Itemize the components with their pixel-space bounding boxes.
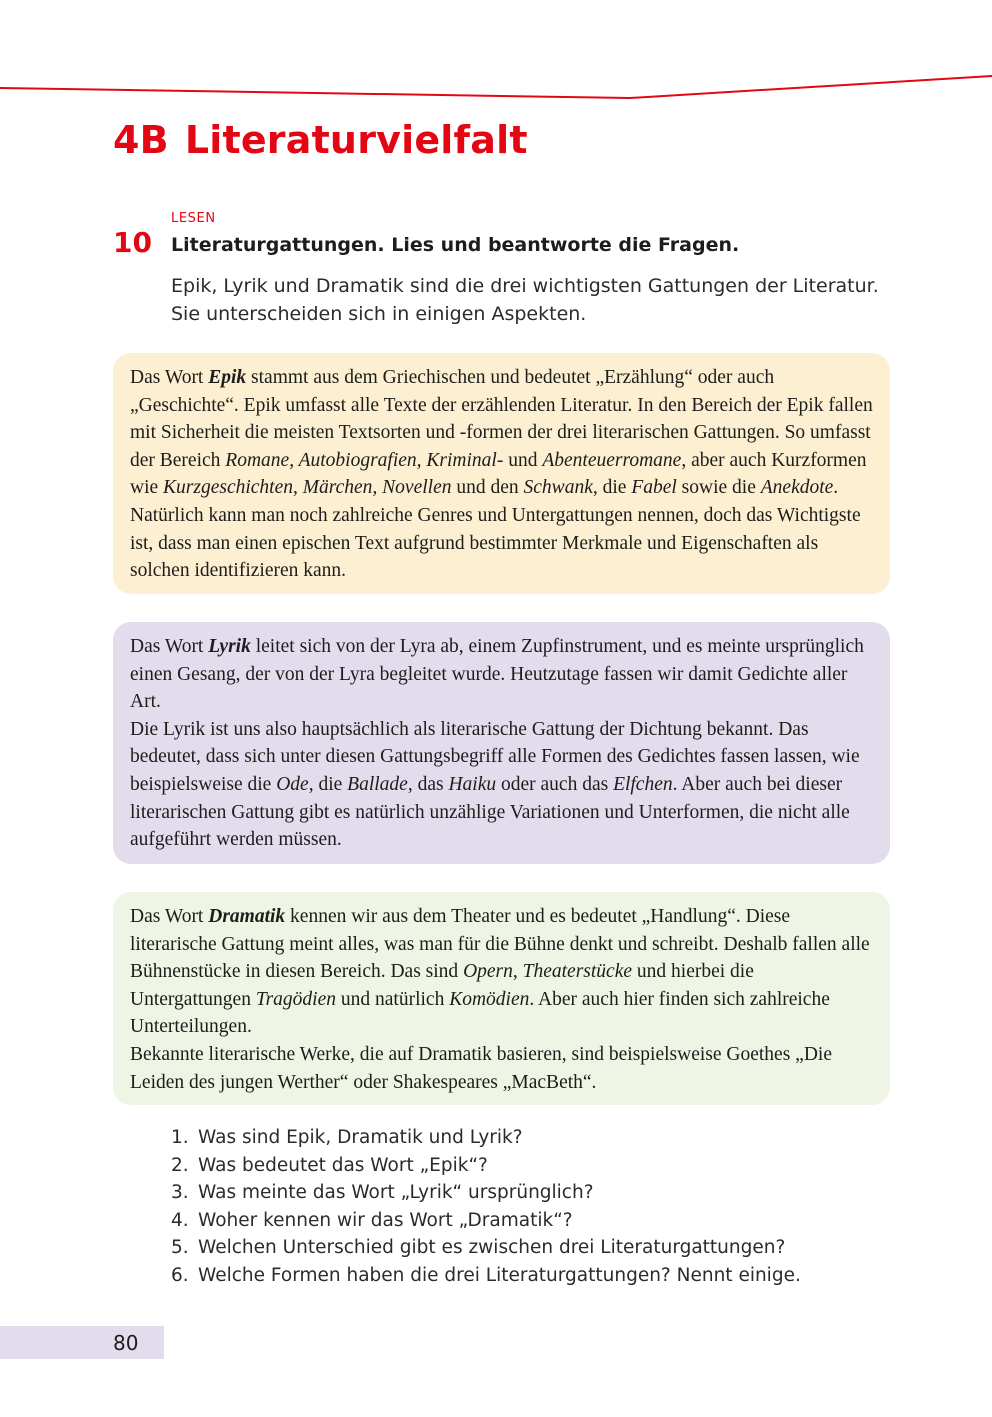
text-run: leitet sich von der Lyra ab, einem Zupfinstrument, und es meinte ursprünglich einen Gesang, der von der Lyra begleitet wurde. Heutzutage fassen wir damit Gedichte aller Art.	[130, 636, 864, 713]
text-run: , die	[592, 477, 632, 499]
text-run: Das Wort	[130, 367, 209, 388]
question-number: 2.	[171, 1154, 189, 1176]
text-run: und den	[451, 477, 524, 499]
question-number: 6.	[171, 1264, 189, 1286]
question-text: Was sind Epik, Dramatik und Lyrik?	[198, 1127, 523, 1148]
question-text: Was meinte das Wort „Lyrik“ ursprünglich?	[198, 1182, 594, 1204]
text-run: ,	[512, 961, 523, 983]
text-run: . Aber auch bei dieser literarischen Gattung gibt es natürlich unzählige Variationen und Unterformen, die nicht alle aufgeführt werden müssen.	[130, 773, 850, 851]
text-run: und hierbei die Untergattungen	[130, 961, 754, 1010]
lyrik-info-box	[113, 622, 890, 864]
question-number: 4.	[171, 1209, 189, 1231]
question-item	[171, 1234, 801, 1262]
genre-term: Ode	[276, 773, 309, 795]
question-number: 3.	[171, 1182, 189, 1204]
genre-term: Theaterstücke	[522, 961, 633, 983]
text-run: und natürlich	[336, 988, 450, 1010]
genre-term: Fabel	[631, 477, 677, 499]
genre-term: Elfchen	[613, 773, 673, 795]
text-run: . Natürlich kann man noch zahlreiche Genres und Untergattungen nennen, doch das Wichtigste ist, dass man einen epischen Text aufgrund bestimmter Merkmale und Eigenschaften als solchen identifizieren kann.	[130, 477, 861, 582]
genre-term: Kurzgeschichten, Märchen, Novellen	[163, 477, 452, 499]
exercise-intro: Epik, Lyrik und Dramatik sind die drei wichtigsten Gattungen der Literatur. Sie unterscheiden sich in einigen Aspekten.	[171, 275, 879, 325]
exercise-title: Literaturgattungen. Lies und beantworte die Fragen.	[171, 234, 740, 256]
lyrik-term: Lyrik	[208, 636, 251, 657]
section-heading	[113, 118, 528, 162]
exercise-kicker: LESEN	[171, 211, 216, 226]
text-run: Die Lyrik ist uns also hauptsächlich als literarische Gattung der Dichtung bekannt. Das bedeutet, dass sich unter diesen Gattungsbegriff alle Formen des Gedichtes fassen lassen, wie beispielsweise die	[130, 718, 860, 795]
text-run: kennen wir aus dem Theater und es bedeutet „Handlung“. Diese literarische Gattung meint alles, was man für die Bühne denkt und schreibt. Deshalb fallen alle Bühnenstücke in diesen Bereich. Das sind	[130, 906, 870, 983]
genre-term: Romane, Autobiografien, Kriminal-	[225, 449, 504, 471]
section-code: 4B	[113, 118, 169, 162]
question-text: Welchen Unterschied gibt es zwischen drei Literaturgattungen?	[198, 1237, 786, 1259]
question-item	[171, 1262, 801, 1290]
epik-info-box	[113, 353, 890, 594]
question-item	[171, 1124, 801, 1152]
header-rule	[0, 0, 992, 110]
epik-paragraph	[130, 364, 876, 585]
question-list	[171, 1124, 801, 1290]
exercise-number: 10	[113, 226, 152, 259]
text-run: , das	[407, 773, 449, 795]
text-run: , die	[308, 773, 348, 795]
dramatik-term: Dramatik	[208, 906, 286, 927]
page-number-tab	[0, 1326, 164, 1359]
genre-term: Haiku	[448, 773, 497, 795]
dramatik-paragraph-1	[130, 903, 876, 1041]
text-run: , aber auch Kurzformen wie	[130, 449, 867, 499]
question-number: 5.	[171, 1237, 189, 1259]
question-text: Was bedeutet das Wort „Epik“?	[198, 1154, 488, 1176]
text-run: stammt aus dem Griechischen und bedeutet „Erzählung“ oder auch „Geschichte“. Epik umfasst alle Texte der erzählenden Literatur. In den Bereich der Epik fallen mit Sicherheit die meisten Textsorten und -formen der drei literarischen Gattungen. So umfasst der Bereich	[130, 367, 873, 471]
question-text: Woher kennen wir das Wort „Dramatik“?	[198, 1209, 573, 1231]
genre-term: Tragödien	[255, 988, 337, 1010]
epik-term: Epik	[208, 367, 247, 388]
genre-term: Abenteuerromane	[542, 449, 682, 471]
genre-term: Opern	[463, 961, 513, 983]
question-text: Welche Formen haben die drei Literaturgattungen? Nennt einige.	[198, 1264, 801, 1286]
question-item	[171, 1207, 801, 1235]
question-number: 1.	[171, 1127, 189, 1148]
text-run: Das Wort	[130, 906, 209, 927]
dramatik-paragraph-2: Bekannte literarische Werke, die auf Dramatik basieren, sind beispielsweise Goethes „Die Leiden des jungen Werther“ oder Shakespeares „MacBeth“.	[130, 1043, 832, 1093]
page-number: 80	[113, 1331, 139, 1355]
genre-term: Schwank	[523, 477, 593, 499]
text-run: Das Wort	[130, 636, 209, 657]
lyrik-paragraph-2	[130, 716, 876, 854]
text-run: und	[503, 449, 543, 471]
dramatik-info-box	[113, 892, 890, 1105]
genre-term: Anekdote	[760, 477, 834, 499]
genre-term: Komödien	[449, 988, 530, 1010]
question-item	[171, 1152, 801, 1180]
text-run: . Aber auch hier finden sich zahlreiche Unterteilungen.	[130, 988, 830, 1038]
lyrik-paragraph-1	[130, 633, 876, 716]
genre-term: Ballade	[347, 773, 408, 795]
text-run: oder auch das	[496, 773, 614, 795]
section-title: Literaturvielfalt	[184, 118, 528, 162]
text-run: sowie die	[676, 477, 761, 499]
question-item	[171, 1179, 801, 1207]
